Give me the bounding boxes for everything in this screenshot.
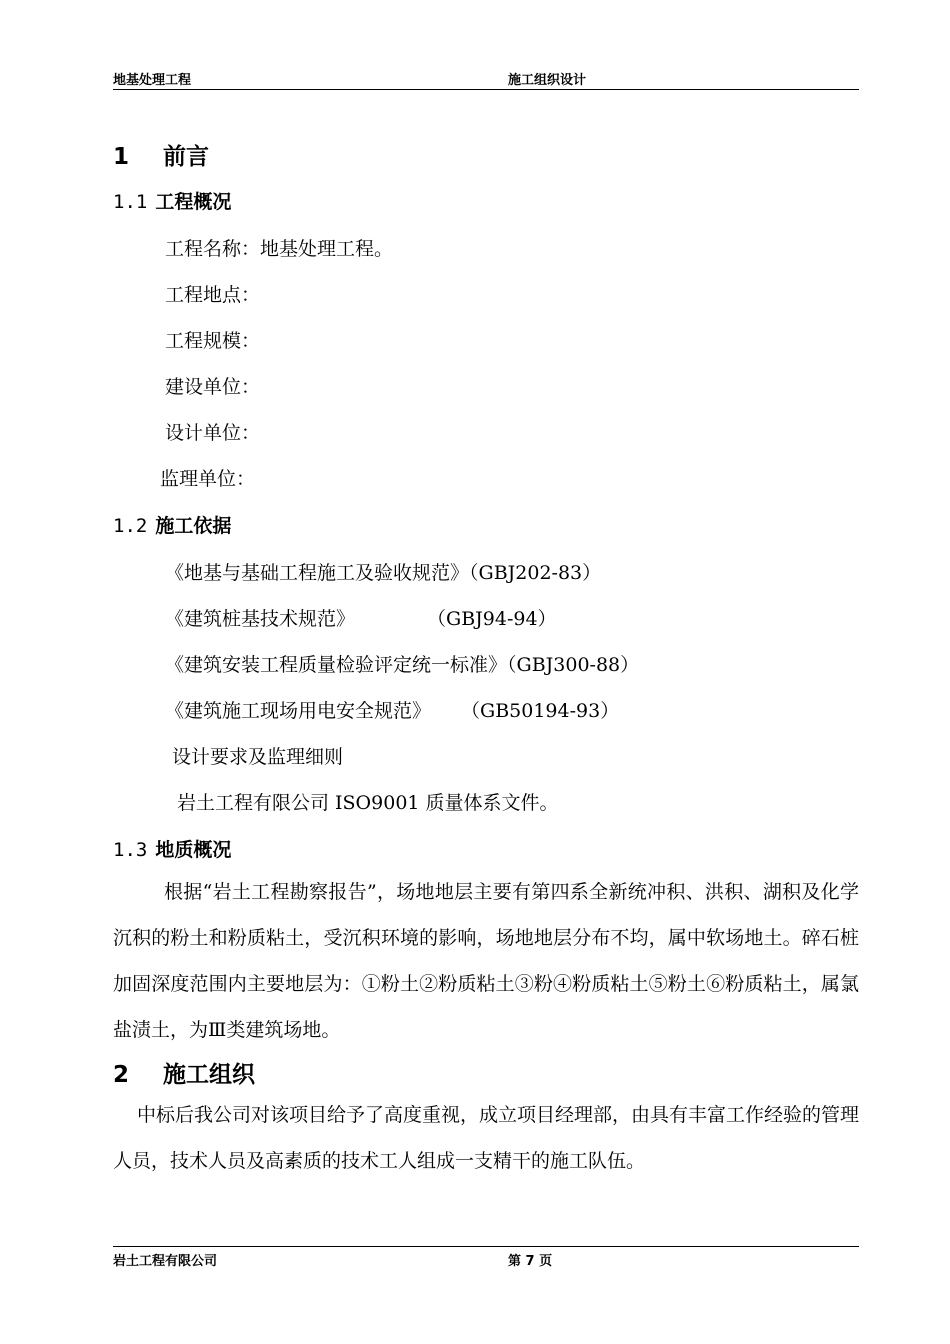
project-scale-line: 工程规模： [165, 330, 261, 352]
basis-item [165, 696, 619, 723]
basis-item [165, 650, 639, 677]
section-title: 地质概况 [155, 839, 232, 861]
section-1-1-heading [113, 187, 231, 214]
basis-item [165, 558, 601, 585]
basis-extra: 设计要求及监理细则 [172, 746, 344, 768]
section-1-heading [113, 138, 209, 171]
section-title: 前言 [163, 144, 209, 170]
basis-title: 《建筑施工现场用电安全规范》 [165, 700, 432, 722]
section-number: 1.2 [113, 515, 148, 537]
organization-paragraph: 中标后我公司对该项目给予了高度重视，成立项目经理部，由具有丰富工作经验的管理人员，技术人员及高素质的技术工人组成一支精干的施工队伍。 [113, 1104, 860, 1172]
section-title: 工程概况 [155, 191, 232, 213]
page-footer [113, 1246, 859, 1269]
section-title: 施工组织 [163, 1062, 255, 1088]
owner-unit-line: 建设单位： [165, 376, 261, 398]
page-header [113, 69, 859, 90]
footer-company: 岩土工程有限公司 [113, 1254, 218, 1269]
header-doc-title: 施工组织设计 [508, 73, 587, 88]
page-number: 第 7 页 [508, 1254, 553, 1269]
supervision-unit-line: 监理单位： [160, 468, 256, 490]
project-location-line: 工程地点： [165, 284, 261, 306]
basis-code: （GBJ94-94） [427, 608, 557, 630]
header-project-name: 地基处理工程 [113, 73, 192, 88]
basis-item [165, 604, 557, 631]
section-number: 1.1 [113, 191, 148, 213]
section-number: 1.3 [113, 839, 148, 861]
section-title: 施工依据 [155, 515, 232, 537]
basis-code: （GB50194-93） [461, 700, 620, 722]
basis-title: 《建筑安装工程质量检验评定统一标准》 [165, 654, 508, 676]
section-1-3-heading [113, 835, 231, 862]
basis-title: 《地基与基础工程施工及验收规范》 [165, 562, 470, 584]
section-number: 1 [113, 144, 130, 170]
section-number: 2 [113, 1062, 130, 1088]
geology-paragraph: 根据“岩土工程勘察报告”，场地地层主要有第四系全新统冲积、洪积、湖积及化学沉积的粉土和粉质粘土，受沉积环境的影响，场地地层分布不均，属中软场地土。碎石桩加固深度范围内主要地层为：①粉土②粉质粘土③粉④粉质粘土⑤粉土⑥粉质粘土，属氯盐渍土，为Ⅲ类建筑场地。 [113, 881, 859, 1041]
design-unit-line: 设计单位： [165, 422, 261, 444]
project-name-line: 工程名称：地基处理工程。 [165, 238, 394, 260]
basis-code: （GBJ300-88） [507, 654, 640, 676]
basis-title: 《建筑桩基技术规范》 [165, 608, 356, 630]
basis-extra: 岩土工程有限公司 ISO9001 质量体系文件。 [177, 792, 559, 814]
section-2-heading [113, 1056, 255, 1089]
section-1-2-heading [113, 511, 231, 538]
basis-code: （GBJ202-83） [469, 562, 602, 584]
